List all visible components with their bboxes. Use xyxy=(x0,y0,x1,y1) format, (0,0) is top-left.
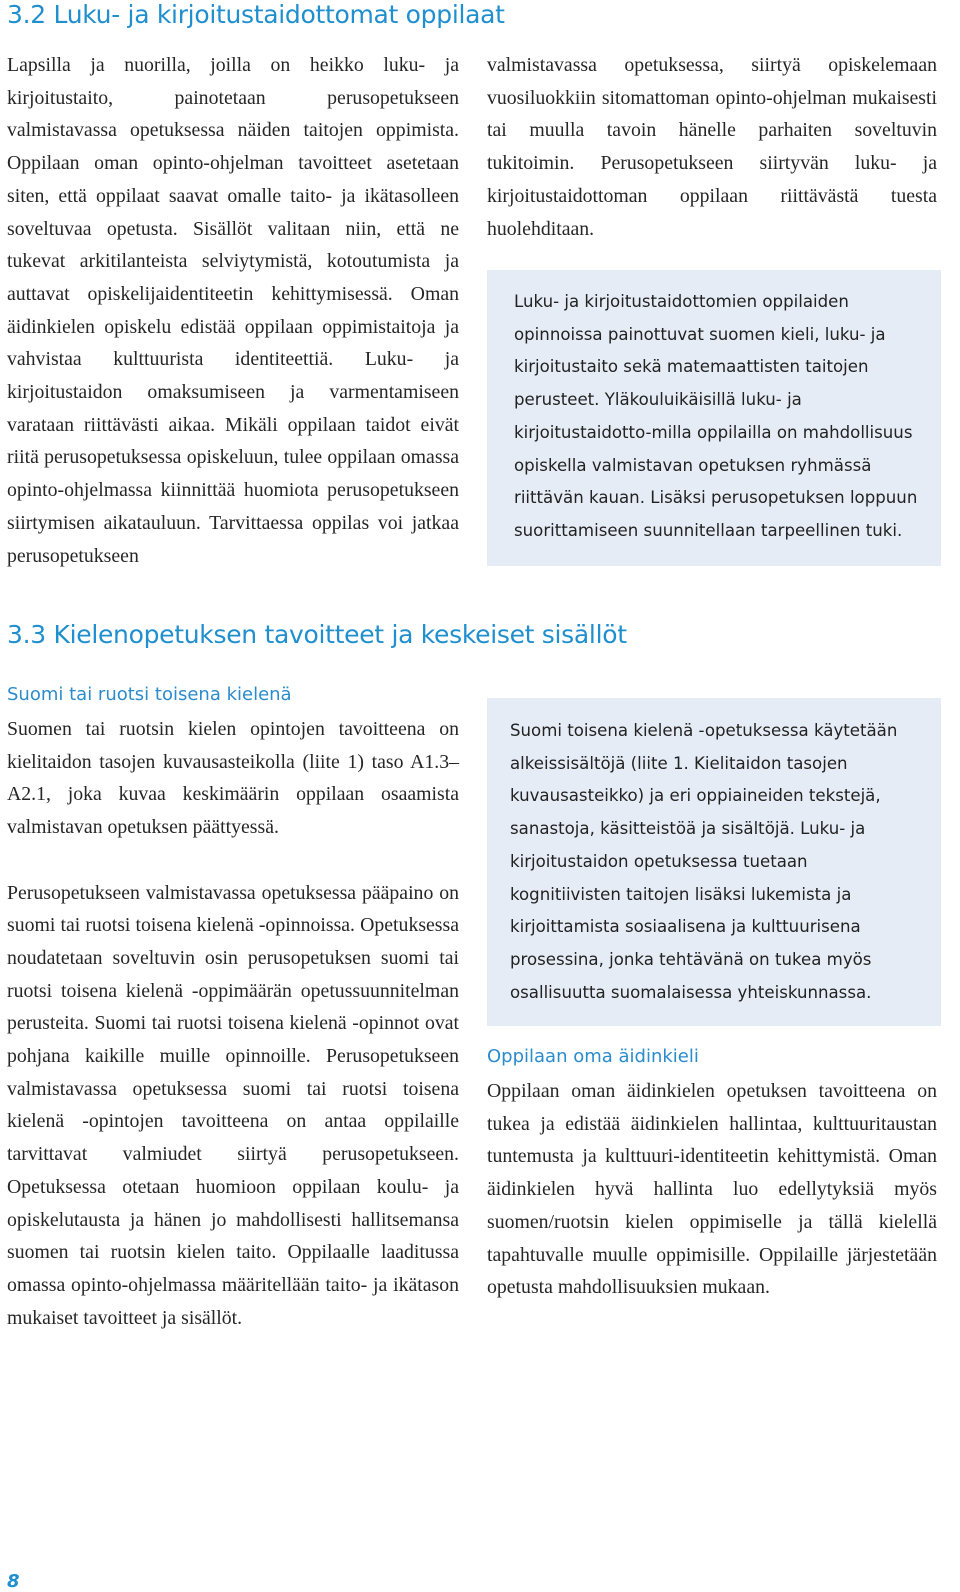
sec32-right-paragraph: valmistavassa opetuksessa, siirtyä opiskelemaan vuosiluokkiin sitomattoman opinto-ohjelman mukaisesti tai muulla tavoin hänelle parhaiten soveltuvin tukitoimin. Perusopetukseen siirtyvän luku- ja kirjoitustaidottoman oppilaan riittävästä tuesta huolehditaan. xyxy=(487,54,937,240)
sec32-info-box-text: Luku- ja kirjoitustaidottomien oppilaiden opinnoissa painottuvat suomen kieli, luku- ja kirjoitustaito sekä matemaattisten taitojen perusteet. Yläkouluikäisillä luku- ja kirjoitustaidotto-milla oppilailla on mahdollisuus opiskella valmistavan opetuksen ryhmässä riittävän kauan. Lisäksi perusopetuksen loppuun suorittamiseen suunnitellaan tarpeellinen tuki. xyxy=(514,292,918,540)
sec32-left-paragraph: Lapsilla ja nuorilla, joilla on heikko luku- ja kirjoitustaito, painotetaan perusopetukseen valmistavassa opetuksessa näiden taitojen oppimista. Oppilaan oman opinto-ohjelman tavoitteet asetetaan siten, että oppilaat saavat omalle taito- ja ikätasolleen soveltuvaa opetusta. Sisällöt valitaan niin, että ne tukevat arkitilanteista selviytymistä, kotoutumista ja auttavat opiskelijaidentiteetin kehittymisessä. Oman äidinkielen opiskelu edistää oppilaan oppimistaitoja ja vahvistaa kulttuurista identiteettiä. Luku- ja kirjoitustaidon omaksumiseen ja varmentamiseen varataan riittävästi aikaa. Mikäli oppilaan taidot eivät riitä perusopetuksessa opiskeluun, tulee oppilaan omassa opinto-ohjelmassa kiinnittää huomiota perusopetukseen siirtymisen aikatauluun. Tarvittaessa oppilas voi jatkaa perusopetukseen xyxy=(7,54,459,567)
sec33-paragraph-main: Perusopetukseen valmistavassa opetuksessa pääpaino on suomi tai ruotsi toisena kielenä -opinnoissa. Opetuksessa noudatetaan soveltuvin osin perusopetuksen suomi tai ruotsi toisena kielenä -oppimäärän opetussuunnitelman perusteita. Suomi tai ruotsi toisena kielenä -opinnot ovat pohjana kaikille muille opinnoille. Perusopetukseen valmistavassa opetuksessa suomi tai ruotsi toisena kielenä -opintojen tavoitteena on antaa oppilaille tarvittavat valmiudet siirtyä perusopetukseen. Opetuksessa otetaan huomioon oppilaan koulu- ja opiskelutausta ja hänen jo mahdollisesti hallitsemansa suomen tai ruotsin kielen taito. Oppilaalle laaditussa omassa opinto-ohjelmassa määritellään taito- ja ikätason mukaiset tavoitteet ja sisällöt. xyxy=(7,881,459,1329)
sec32-left-column xyxy=(7,49,459,572)
page-number: 8 xyxy=(7,1571,20,1592)
section-title-3-2: 3.2 Luku- ja kirjoitustaidottomat oppilaat xyxy=(7,0,505,29)
section-title-3-3: 3.3 Kielenopetuksen tavoitteet ja keskeiset sisällöt xyxy=(7,620,627,649)
sec33-right-column xyxy=(487,1075,937,1304)
sec33-paragraph-goal: Suomen tai ruotsin kielen opintojen tavoitteena on kielitaidon tasojen kuvausasteikolla (liite 1) taso A1.3–A2.1, joka kuvaa keskimäärin oppilaan osaamista valmistavan opetuksen päättyessä. xyxy=(7,718,459,839)
sec32-right-column xyxy=(487,49,937,245)
sec33-left-column xyxy=(7,713,459,1334)
subheading-second-language: Suomi tai ruotsi toisena kielenä xyxy=(7,684,292,705)
sec33-mother-tongue-paragraph: Oppilaan oman äidinkielen opetuksen tavoitteena on tukea ja edistää äidinkielen hallintaa, kulttuuritaustan tuntemusta ja kulttuuri-identiteetin kehittymistä. Oman äidinkielen hyvä hallinta luo edellytyksiä myös suomen/ruotsin kielen oppimiselle ja tällä kielellä tapahtuvalle muulle oppimisille. Oppilaille järjestetään opetusta mahdollisuuksien mukaan. xyxy=(487,1080,937,1299)
subheading-mother-tongue: Oppilaan oma äidinkieli xyxy=(487,1046,699,1067)
sec33-info-box-text: Suomi toisena kielenä -opetuksessa käytetään alkeissisältöjä (liite 1. Kielitaidon tasojen kuvausasteikko) ja eri oppiaineiden tekstejä, sanastoja, käsitteistöä ja sisältöjä. Luku- ja kirjoitustaidon opetuksessa tuetaan kognitiivisten taitojen lisäksi lukemista ja kirjoittamista sosiaalisena ja kulttuurisena prosessina, jonka tehtävänä on tukea myös osallisuutta suomalaisessa yhteiskunnassa. xyxy=(510,721,898,1002)
